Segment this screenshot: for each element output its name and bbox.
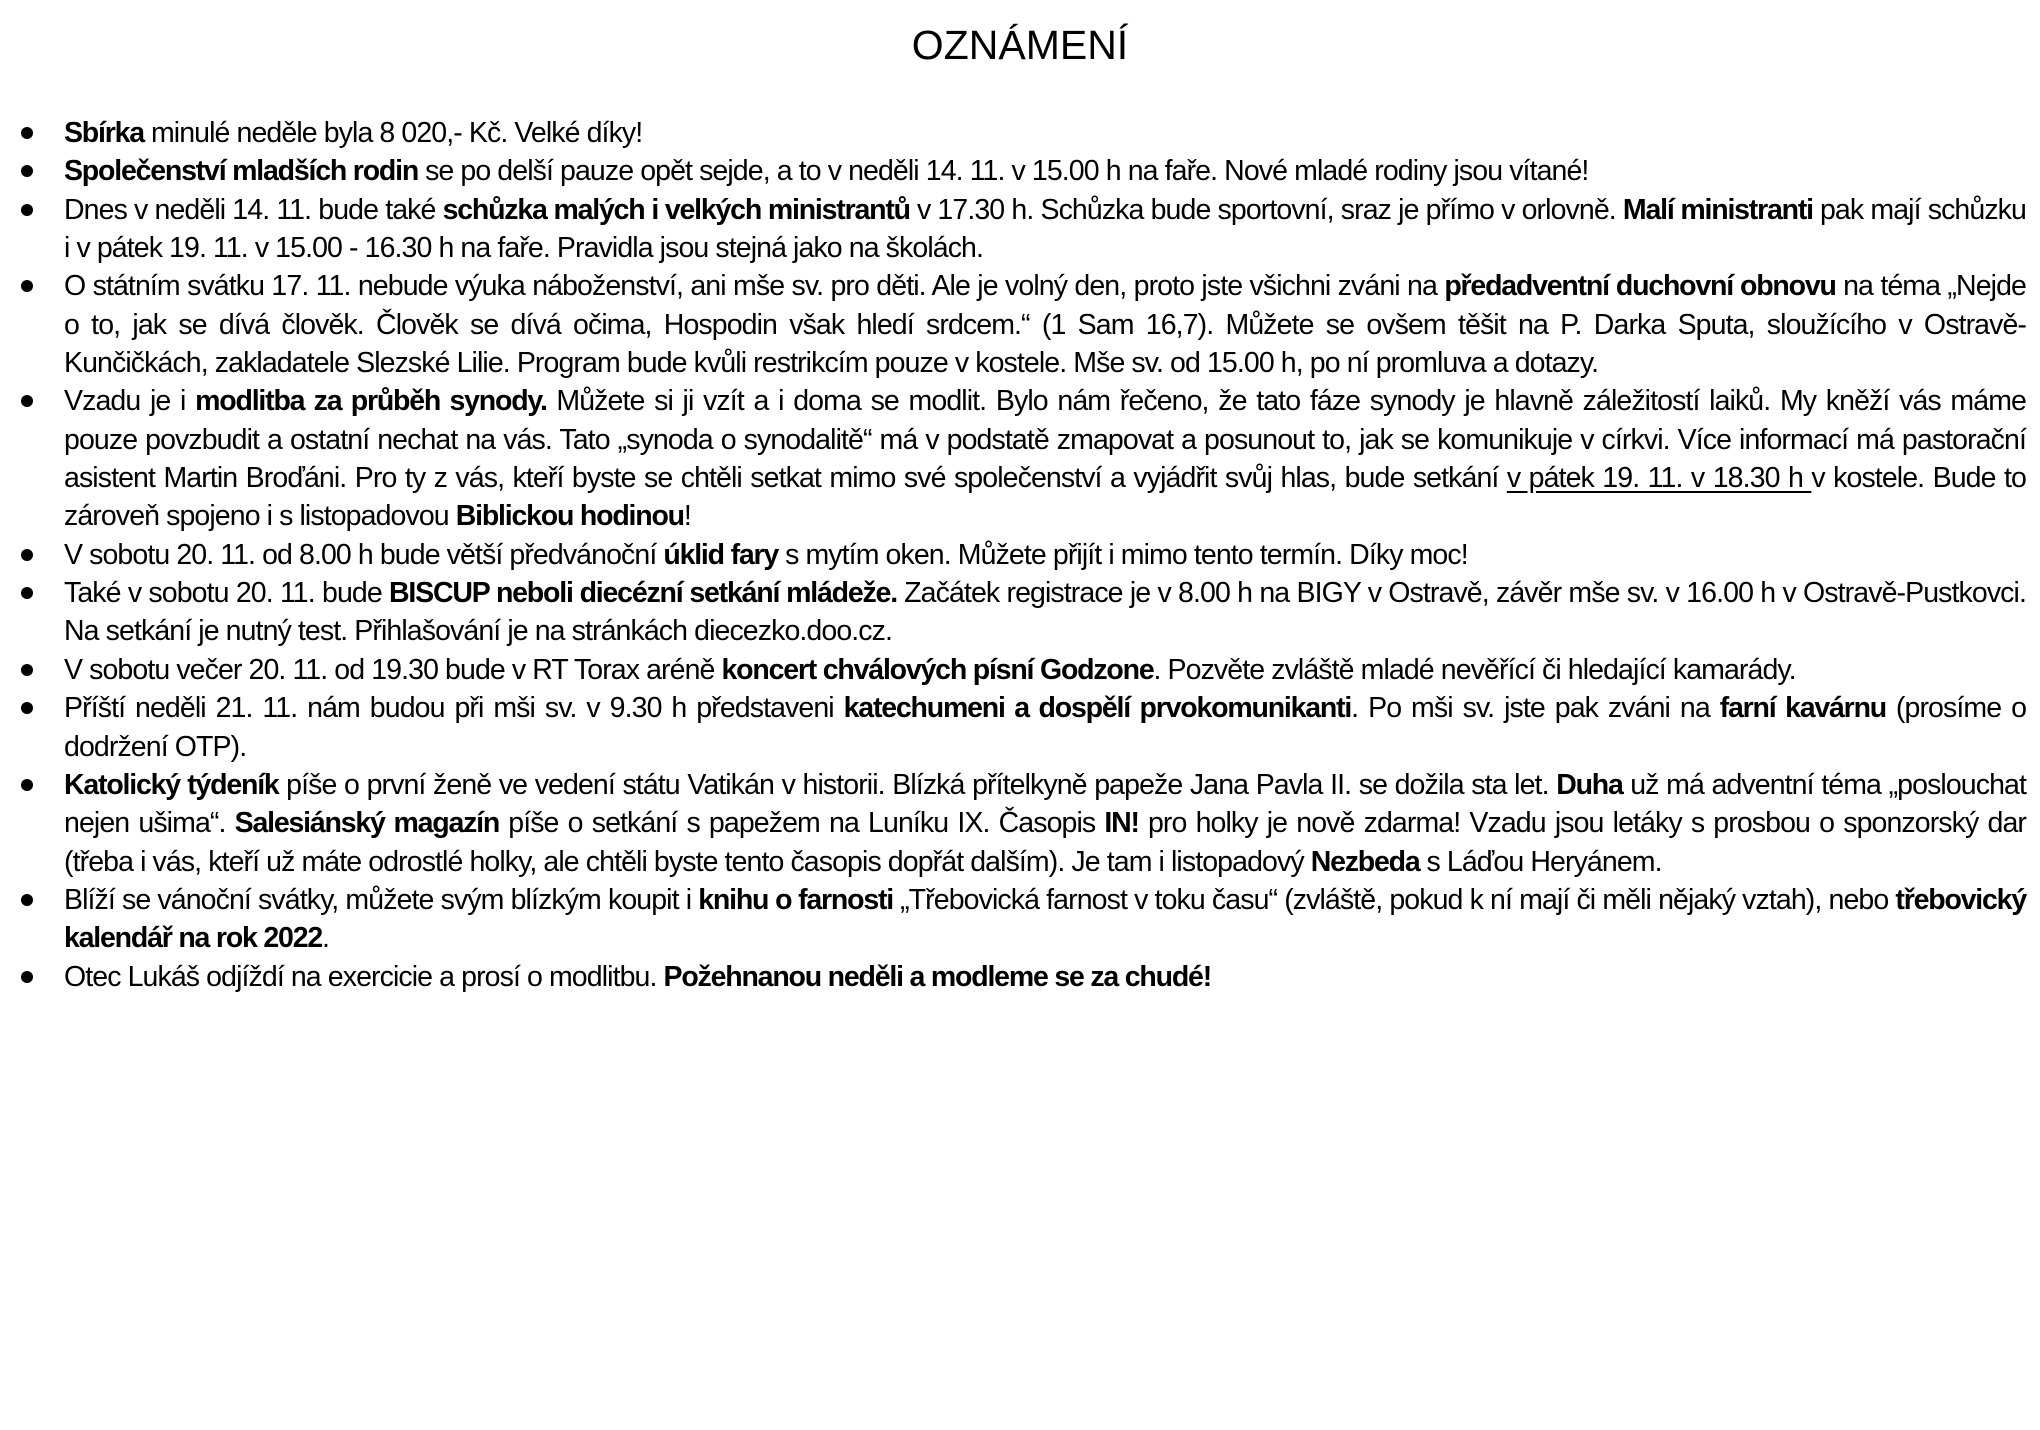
bold-text: Salesiánský magazín	[234, 807, 500, 840]
bold-text: IN!	[1104, 807, 1139, 840]
text: .	[322, 922, 330, 955]
text: minulé neděle byla 8 020,- Kč. Velké díky!	[143, 117, 643, 149]
text: s Láďou Heryánem.	[1419, 845, 1662, 878]
bullet-icon	[21, 664, 33, 676]
text: Můžete si ji vzít a i doma se modlit. Bylo nám řečeno, že tato fáze synody je hlavně záležitostí laiků. My kněží vás máme pouze povzbudit a ostatní nechat na vás. Tato „synoda o synodalitě“ má v podstatě zmapovat a posunout to, jak se komunikuje v církvi. Více informací má pastorační asistent Martin Broďáni. Pro ty z vás, kteří byste se chtěli setkat mimo své společenství a vyjádřit svůj hlas, bude setkání	[64, 385, 2027, 495]
bold-text: Katolický týdeník	[64, 768, 279, 801]
text: (prosíme o dodržení OTP).	[64, 692, 2027, 763]
announcement-item	[0, 958, 2040, 996]
text: Vzadu je i	[64, 385, 196, 418]
text: !	[683, 500, 691, 533]
bold-text: koncert chválových písní Godzone	[721, 653, 1154, 686]
bold-text: modlitba za průběh synody.	[195, 385, 547, 418]
bullet-icon	[21, 971, 33, 983]
bullet-icon	[21, 779, 33, 791]
bold-text: Požehnanou neděli a modleme se za chudé!	[663, 960, 1211, 993]
text: Začátek registrace je v 8.00 h na BIGY v Ostravě, závěr mše sv. v 16.00 h v Ostravě-Pustkovci. Na setkání je nutný test. Přihlašování je na stránkách diecezko.doo.cz.	[64, 577, 2026, 648]
bullet-icon	[21, 549, 33, 561]
bullet-icon	[21, 280, 33, 292]
text: už má adventní téma „poslouchat nejen ušima“.	[64, 768, 2027, 840]
announcement-item	[0, 191, 2040, 268]
bold-text: Nezbeda	[1310, 845, 1420, 878]
bullet-icon	[21, 702, 33, 714]
text: pro holky je nově zdarma! Vzadu jsou letáky s prosbou o sponzorský dar (třeba i vás, kteří už máte odrostlé holky, ale chtěli byste tento časopis dopřát dalším). Je tam i listopadový	[64, 807, 2026, 878]
announcement-list	[0, 114, 2040, 996]
bullet-icon	[21, 587, 33, 599]
bold-text: předadventní duchovní obnovu	[1444, 270, 1836, 303]
text: Příští neděli 21. 11. nám budou při mši sv. v 9.30 h představeni	[64, 692, 844, 725]
text: pak mají schůzku i v pátek 19. 11. v 15.00 - 16.30 h na faře. Pravidla jsou stejná jako na školách.	[64, 193, 2026, 265]
announcement-item	[0, 152, 2040, 190]
announcement-item	[0, 651, 2040, 689]
text: píše o první ženě ve vedení státu Vatikán v historii. Blízká přítelkyně papeže Jana Pavla II. se dožila sta let.	[278, 768, 1557, 801]
bold-text: Biblickou hodinou	[455, 500, 684, 533]
text: se po delší pauze opět sejde, a to v neděli 14. 11. v 15.00 h na faře. Nové mladé rodiny jsou vítané!	[418, 155, 1589, 188]
underlined-text: v pátek 19. 11. v 18.30 h	[1506, 462, 1812, 495]
bold-text: katechumeni a dospělí prvokomunikanti	[843, 692, 1352, 725]
text: Také v sobotu 20. 11. bude	[64, 577, 390, 610]
text: Otec Lukáš odjíždí na exercicie a prosí o modlitbu.	[64, 960, 664, 993]
bold-text: schůzka malých i velkých ministrantů	[442, 193, 910, 226]
announcement-item	[0, 382, 2040, 535]
bullet-icon	[21, 894, 33, 906]
bullet-icon	[21, 127, 33, 139]
bold-text: knihu o farnosti	[698, 883, 893, 916]
announcement-item	[0, 689, 2040, 766]
text: v 17.30 h. Schůzka bude sportovní, sraz je přímo v orlovně.	[909, 193, 1623, 226]
announcement-item	[0, 536, 2040, 574]
text: . Pozvěte zvláště mladé nevěřící či hledající kamarády.	[1153, 653, 1796, 686]
text: „Třebovická farnost v toku času“ (zvláště, pokud k ní mají či měli nějaký vztah), nebo	[892, 883, 1896, 916]
text: Dnes v neděli 14. 11. bude také	[64, 193, 443, 226]
page-title: OZNÁMENÍ	[911, 22, 1129, 68]
text: V sobotu 20. 11. od 8.00 h bude větší předvánoční	[64, 538, 664, 571]
announcement-item	[0, 766, 2040, 881]
text: V sobotu večer 20. 11. od 19.30 bude v RT Torax aréně	[64, 653, 722, 686]
text: s mytím oken. Můžete přijít i mimo tento termín. Díky moc!	[778, 538, 1468, 571]
text: na téma „Nejde o to, jak se dívá člověk. Člověk se dívá očima, Hospodin však hledí srdcem.“ (1 Sam 16,7). Můžete se ovšem těšit na P. Darka Sputa, sloužícího v Ostravě-Kunčičkách, zakladatele Slezské Lilie. Program bude kvůli restrikcím pouze v kostele. Mše sv. od 15.00 h, po ní promluva a dotazy.	[64, 270, 2026, 380]
bullet-icon	[21, 395, 33, 407]
text: Blíží se vánoční svátky, můžete svým blízkým koupit i	[64, 883, 699, 916]
text: O státním svátku 17. 11. nebude výuka náboženství, ani mše sv. pro děti. Ale je volný den, proto jste všichni zváni na	[64, 270, 1445, 303]
text: píše o setkání s papežem na Luníku IX. Časopis	[499, 807, 1105, 840]
bold-text: Malí ministranti	[1622, 193, 1813, 226]
text: . Po mši sv. jste pak zváni na	[1351, 692, 1720, 725]
bold-text: BISCUP neboli diecézní setkání mládeže.	[389, 577, 897, 610]
bullet-icon	[21, 204, 33, 216]
bold-text: Společenství mladších rodin	[64, 155, 419, 188]
bold-text: Duha	[1556, 768, 1623, 801]
announcement-item	[0, 881, 2040, 958]
bold-text: úklid fary	[663, 538, 779, 571]
bold-text: Sbírka	[64, 117, 144, 149]
text: v kostele. Bude to zároveň spojeno i s listopadovou	[64, 462, 2026, 533]
bullet-icon	[21, 165, 33, 177]
announcement-item	[0, 114, 2040, 152]
bold-text: farní kavárnu	[1719, 692, 1886, 725]
bold-text: třebovický kalendář na rok 2022	[64, 883, 2026, 955]
announcement-item	[0, 267, 2040, 382]
announcement-item	[0, 574, 2040, 651]
